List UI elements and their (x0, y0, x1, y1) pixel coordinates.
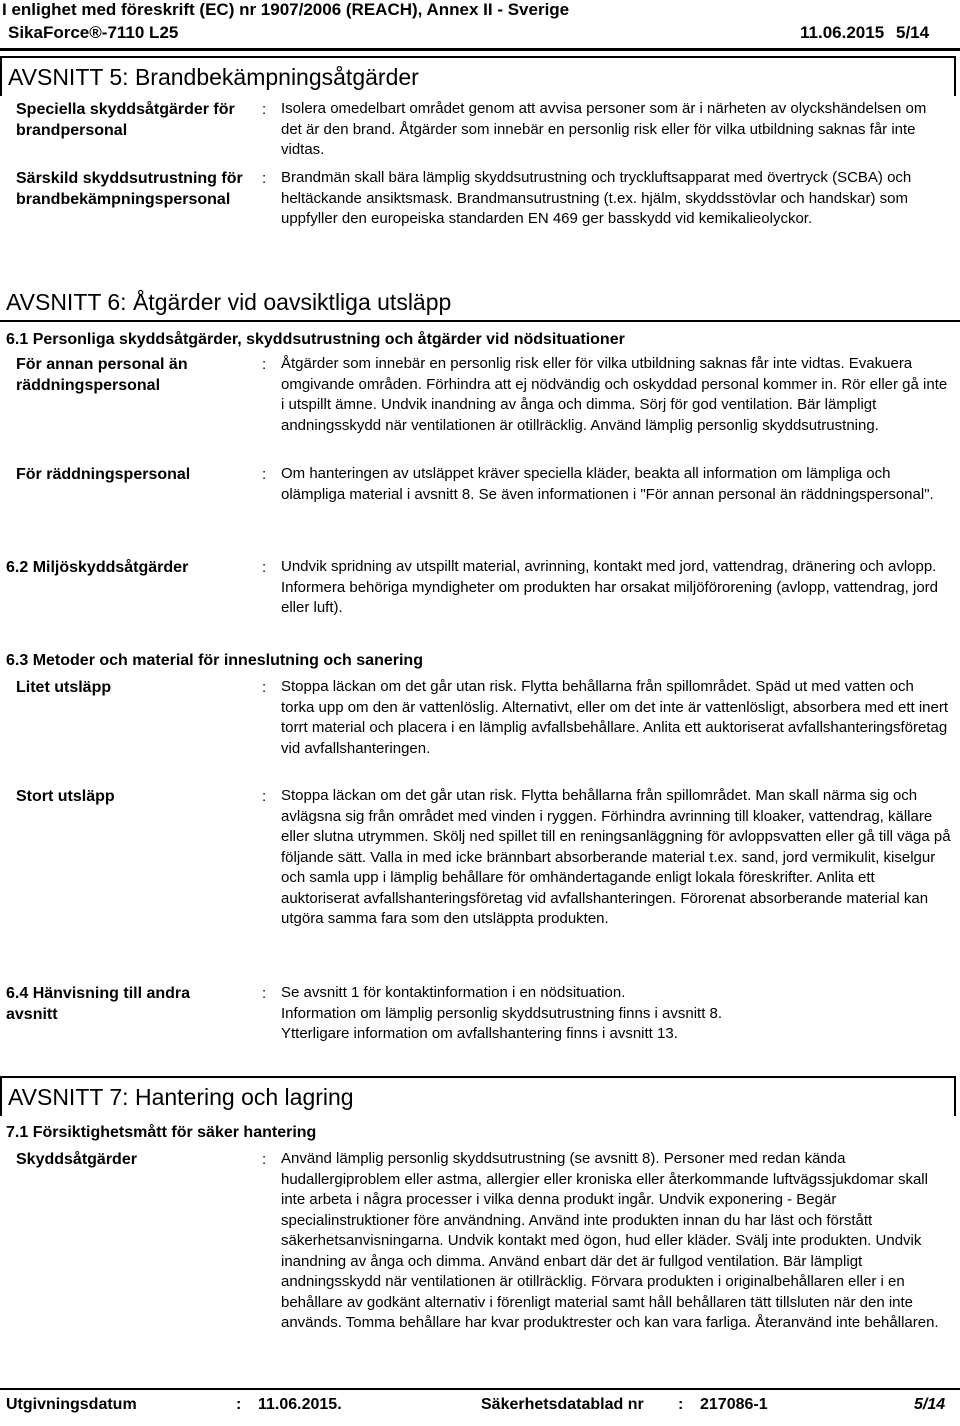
s6-label-references: 6.4 Hänvisning till andra avsnitt (6, 985, 191, 1023)
footer-page-number: 5/14 (914, 1396, 946, 1413)
section-7-title: AVSNITT 7: Hantering och lagring (8, 1084, 354, 1110)
footer-colon-1: : (236, 1396, 242, 1413)
s6-colon-1: : (262, 356, 267, 373)
section-5-title: AVSNITT 5: Brandbekämpningsåtgärder (8, 64, 419, 90)
s6-colon-6: : (262, 985, 267, 1002)
s6-colon-3: : (262, 559, 267, 576)
product-name: SikaForce®-7110 L25 (8, 23, 179, 42)
header-date: 11.06.2015 (800, 23, 885, 42)
section-5-title-box (0, 56, 956, 96)
subsection-6-3-title: 6.3 Metoder och material för inneslutning och sanering (6, 652, 423, 669)
footer-sds-number: 217086-1 (700, 1396, 768, 1413)
s5-label-firefighter-equipment: Särskild skyddsutrustning för brandbekämpningspersonal (16, 170, 243, 208)
subsection-6-1-title: 6.1 Personliga skyddsåtgärder, skyddsutrustning och åtgärder vid nödsituationer (6, 331, 625, 348)
footer-issue-date: 11.06.2015. (258, 1396, 342, 1413)
s6-colon-2: : (262, 466, 267, 483)
footer-issue-label: Utgivningsdatum (6, 1396, 137, 1413)
subsection-7-1-title: 7.1 Försiktighetsmått för säker hantering (6, 1124, 317, 1141)
s6-text-other-personnel: Åtgärder som innebär en personlig risk eller för vilka utbildning saknas får inte vidtas. Evakuera omgivande områden. Förhindra att ej nödvändig och oskyddad personal kommer in. Rör eller gå inte i utspillt ämne. Undvik inandning av ånga och dimma. Sörj för god ventilation. Bär lämpligt andningsskydd när ventilationen är otillräcklig. Använd lämplig personlig skyddsutrustning. (281, 355, 948, 434)
s6-text-references (281, 983, 951, 1045)
s5-text-special-protection: Isolera omedelbart området genom att avvisa personer som är i närheten av olyckshändelsen om det är den brand. Åtgärder som innebär en personlig risk eller för vilka utbildning saknas får inte vidtas. (281, 100, 927, 158)
header-page-number: 5/14 (896, 23, 930, 42)
s5-label-special-protection: Speciella skyddsåtgärder för brandpersonal (16, 101, 235, 139)
s6-text-large-spill: Stoppa läckan om det går utan risk. Flytta behållarna från spillområdet. Man skall närma sig och avlägsna sig från området med vinden i ryggen. Förhindra avrinning till kloaker, vattendrag, källare eller slutna utrymmen. Skölj ned spillet till en reningsanläggning för avloppsvatten eller gå till väga på följande sätt. Valla in med icke brännbart absorberande material t.ex. sand, jord vermikulit, kiselgur och samla upp i lämplig behållare för omhändertagande enligt lokala föreskrifter. Anlita ett auktoriserat avfallshanteringsföretag vid avfallshanteringen. Förorenat absorberande material kan utgöra samma fara som den utsläppta produkten. (281, 787, 951, 927)
section-6-title: AVSNITT 6: Åtgärder vid oavsiktliga utsläpp (6, 289, 452, 315)
s7-label-protective-measures: Skyddsåtgärder (16, 1151, 137, 1168)
regulation-header: I enlighet med föreskrift (EC) nr 1907/2006 (REACH), Annex II - Sverige (2, 0, 570, 19)
s6-text-environment: Undvik spridning av utspillt material, avrinning, kontakt med jord, vattendrag, dränering och avlopp. Informera behöriga myndigheter om produkten har orsakat miljöförorening (avlopp, vattendrag, jord eller luft). (281, 558, 939, 616)
s6-label-emergency-personnel: För räddningspersonal (16, 466, 191, 483)
reference-line-2: Information om lämplig personlig skyddsutrustning finns i avsnitt 8. (281, 1004, 723, 1022)
page-footer (0, 1388, 960, 1422)
s6-text-small-spill: Stoppa läckan om det går utan risk. Flytta behållarna från spillområdet. Späd ut med vatten och torka upp om den är vattenlöslig. Alternativt, eller om det inte är vattenlösligt, absorbera med ett inert torrt material och placera i en lämplig avfallsbehållare. Anlita ett auktoriserat avfallshanteringsföretag vid avfallshanteringen. (281, 678, 949, 757)
s7-colon-1: : (262, 1151, 267, 1168)
s5-colon-1: : (262, 101, 267, 118)
s7-text-protective-measures: Använd lämplig personlig skyddsutrustning (se avsnitt 8). Personer med redan kända hudallergiproblem eller astma, allergier eller kroniska eller återkommande luftvägssjukdomar skall inte arbeta i några processer i vilka denna produkt ingår. Undvik exponering - Begär specialinstruktioner före användning. Använd inte produkten innan du har läst och förstått säkerhetsanvisningarna. Undvik kontakt med ögon, hud eller kläder. Svälj inte produkten. Undvik inandning av ånga och dimma. Använd enbart där det är fullgod ventilation. Bär lämpligt andningsskydd när ventilationen är otillräcklig. Förvara produkten i originalbehållaren eller i en behållare av godkänt alternativ i förenligt material samt håll behållaren tätt tillsluten när den inte används. Tomma behållare har kvar produktrester och kan vara farliga. Återanvänd inte behållaren. (281, 1150, 939, 1331)
section-6-divider (0, 320, 960, 322)
s6-label-other-personnel: För annan personal än räddningspersonal (16, 356, 188, 394)
s6-colon-4: : (262, 679, 267, 696)
s6-label-environment: 6.2 Miljöskyddsåtgärder (6, 559, 189, 576)
footer-sds-label: Säkerhetsdatablad nr (481, 1396, 644, 1413)
section-7-title-box (0, 1076, 956, 1116)
s6-label-large-spill: Stort utsläpp (16, 788, 115, 805)
reference-line-3: Ytterligare information om avfallshantering finns i avsnitt 13. (281, 1025, 678, 1042)
s6-text-emergency-personnel: Om hanteringen av utsläppet kräver speciella kläder, beakta all information om lämpliga och olämpliga material i avsnitt 8. Se även informationen i "För annan personal än räddningspersonal". (281, 465, 934, 503)
reference-line-1: Se avsnitt 1 för kontaktinformation i en nödsituation. (281, 984, 626, 1001)
footer-colon-2: : (678, 1396, 684, 1413)
s6-colon-5: : (262, 788, 267, 805)
s5-colon-2: : (262, 170, 267, 187)
s6-label-small-spill: Litet utsläpp (16, 679, 112, 696)
s5-text-firefighter-equipment: Brandmän skall bära lämplig skyddsutrustning och tryckluftsapparat med övertryck (SCBA) och heltäckande ansiktsmask. Brandmansutrustning (t.ex. hjälm, skyddsstövlar och handskar) som uppfyller den europeiska standarden EN 469 ger basskydd vid kemikalieolyckor. (281, 169, 912, 227)
product-header-bar (0, 22, 960, 51)
